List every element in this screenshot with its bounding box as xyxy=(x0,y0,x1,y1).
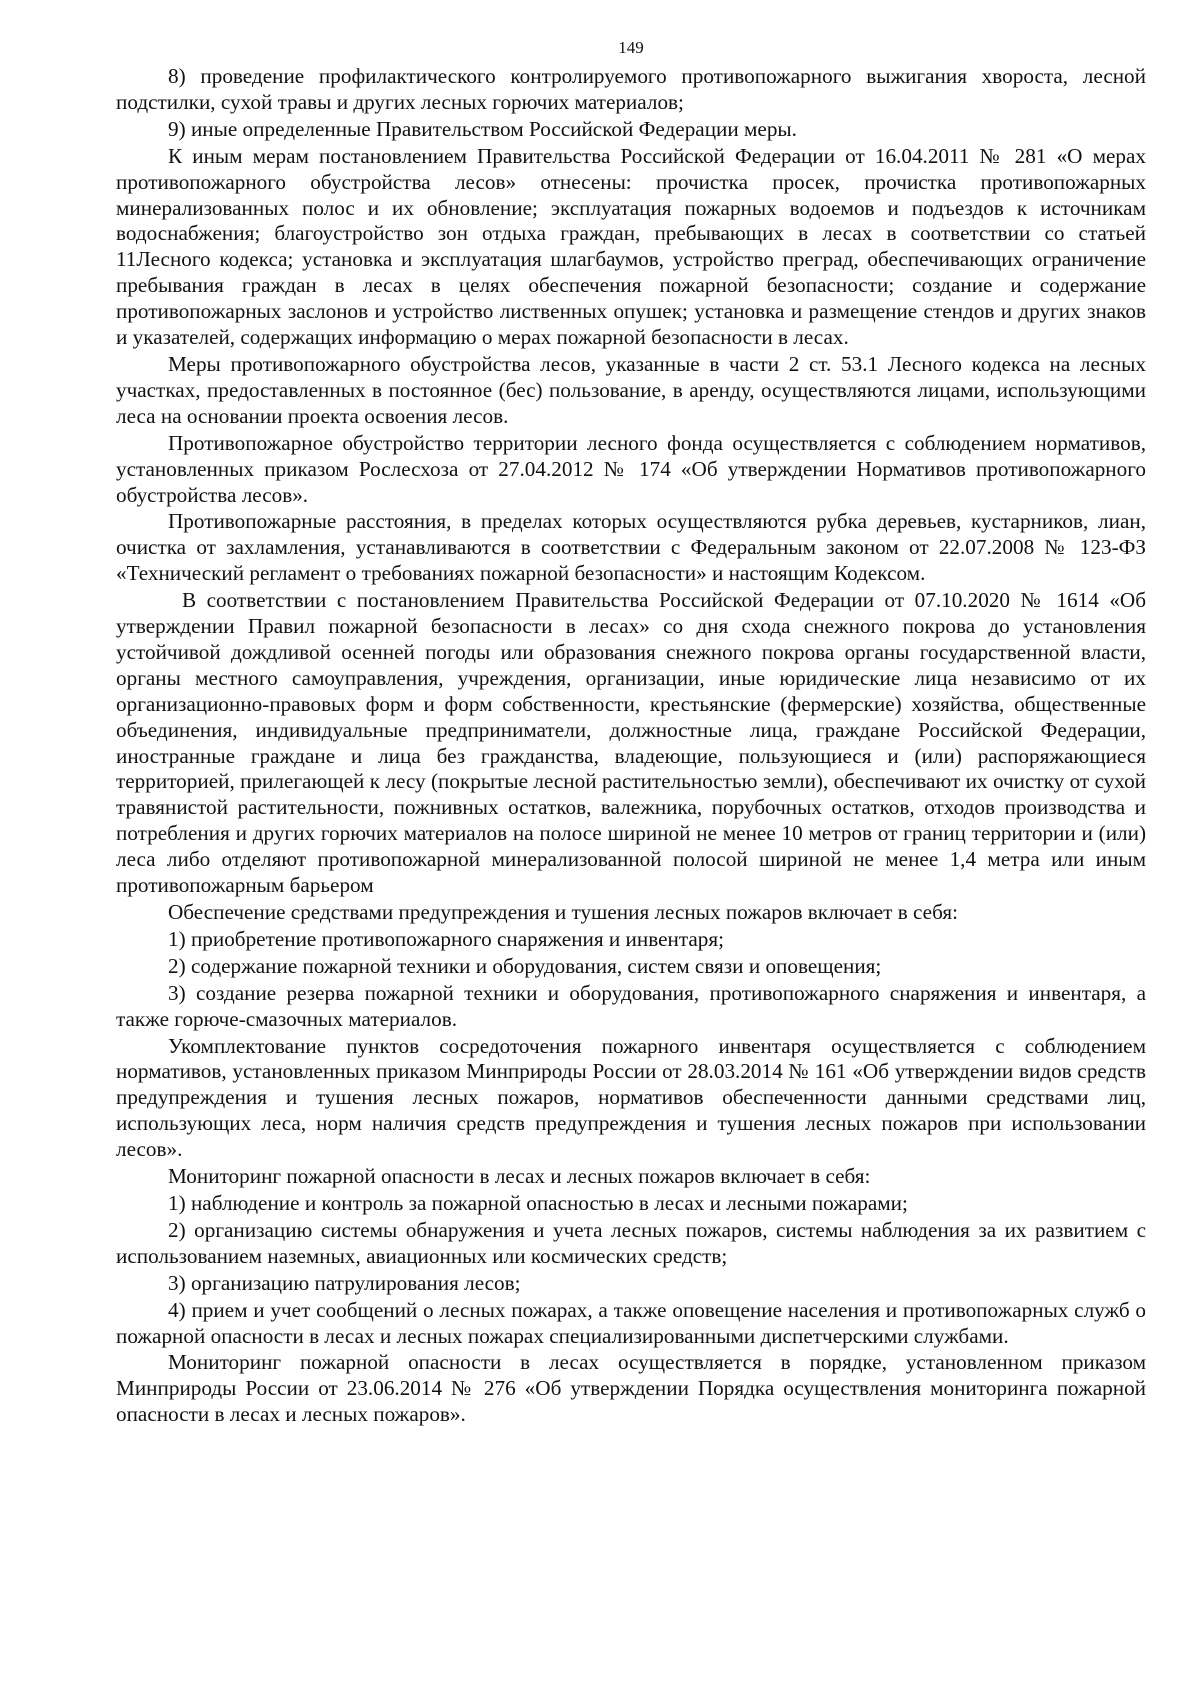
paragraph-list-item-8: 8) проведение профилактического контролируемого противопожарного выжигания хвороста, лесной подстилки, сухой травы и других лесных горючих материалов; xyxy=(116,64,1146,114)
paragraph-prevention-item-3: 3) создание резерва пожарной техники и оборудования, противопожарного снаряжения и инвентаря, а также горюче-смазочных материалов. xyxy=(116,980,1146,1031)
paragraph-list-item-9: 9) иные определенные Правительством Российской Федерации меры. xyxy=(168,116,797,141)
paragraph-monitoring-item-4: 4) прием и учет сообщений о лесных пожарах, а также оповещение населения и противопожарных служб о пожарной опасности в лесах и лесных пожарах специализированными диспетчерскими службами. xyxy=(116,1297,1146,1348)
paragraph-fire-arrangement-norms: Противопожарное обустройство территории лесного фонда осуществляется с соблюдением нормативов, установленных приказом Рослесхоза от 27.04.2012 № 174 «Об утверждении Нормативов противопожарного обустройства лесов». xyxy=(116,430,1146,507)
paragraph-monitoring-item-3: 3) организацию патрулирования лесов; xyxy=(168,1270,521,1295)
paragraph-fire-safety-rules: В соответствии с постановлением Правительства Российской Федерации от 07.10.2020 № 1614 «Об утверждении Правил пожарной безопасности в лесах» со дня схода снежного покрова до установления устойчивой дождливой осенней погоды или образования снежного покрова органы государственной власти, органы местного самоуправления, учреждения, организации, иные юридические лица независимо от их организационно-правовых форм и форм собственности, крестьянские (фермерские) хозяйства, общественные объединения, индивидуальные предприниматели, должностные лица, граждане Российской Федерации, иностранные граждане и лица без гражданства, владеющие, пользующиеся и (или) распоряжающиеся территорией, прилегающей к лесу (покрытые лесной растительностью земли), обеспечивают их очистку от сухой травянистой растительности, пожнивных остатков, валежника, порубочных остатков, отходов производства и потребления и других горючих материалов на полосе шириной не менее 10 метров от границ территории и (или) леса либо отделяют противопожарной минерализованной полосой шириной не менее 1,4 метра или иным противопожарным барьером xyxy=(116,588,1146,898)
paragraph-monitoring-item-1: 1) наблюдение и контроль за пожарной опасностью в лесах и лесными пожарами; xyxy=(168,1190,908,1215)
paragraph-monitoring-item-2: 2) организацию системы обнаружения и учета лесных пожаров, системы наблюдения за их развитием с использованием наземных, авиационных или космических средств; xyxy=(116,1217,1146,1268)
paragraph-prevention-item-2: 2) содержание пожарной техники и оборудования, систем связи и оповещения; xyxy=(168,953,882,978)
paragraph-monitoring-intro: Мониторинг пожарной опасности в лесах и лесных пожаров включает в себя: xyxy=(168,1164,871,1189)
document-page xyxy=(116,38,1146,1429)
page-number: 149 xyxy=(618,38,644,57)
paragraph-monitoring-procedure: Мониторинг пожарной опасности в лесах осуществляется в порядке, установленном приказом Минприроды России от 23.06.2014 № 276 «Об утверждении Порядка осуществления мониторинга пожарной опасности в лесах и лесных пожаров». xyxy=(116,1350,1146,1427)
paragraph-other-measures: К иным мерам постановлением Правительства Российской Федерации от 16.04.2011 № 281 «О мерах противопожарного обустройства лесов» отнесены: прочистка просек, прочистка противопожарных минерализованных полос и их обновление; эксплуатация пожарных водоемов и подъездов к источникам водоснабжения; благоустройство зон отдыха граждан, пребывающих в лесах в соответствии со статьей 11Лесного кодекса; установка и эксплуатация шлагбаумов, устройство преград, обеспечивающих ограничение пребывания граждан в лесах в целях обеспечения пожарной безопасности; создание и содержание противопожарных заслонов и устройство лиственных опушек; установка и размещение стендов и других знаков и указателей, содержащих информацию о мерах пожарной безопасности в лесах. xyxy=(116,143,1146,350)
paragraph-fire-distances: Противопожарные расстояния, в пределах которых осуществляются рубка деревьев, кустарников, лиан, очистка от захламления, устанавливаются в соответствии с Федеральным законом от 22.07.2008 № 123-ФЗ «Технический регламент о требованиях пожарной безопасности» и настоящим Кодексом. xyxy=(116,509,1146,586)
paragraph-fire-arrangement-measures: Меры противопожарного обустройства лесов, указанные в части 2 ст. 53.1 Лесного кодекса на лесных участках, предоставленных в постоянное (бес) пользование, в аренду, осуществляются лицами, использующими леса на основании проекта освоения лесов. xyxy=(116,351,1146,428)
paragraph-prevention-item-1: 1) приобретение противопожарного снаряжения и инвентаря; xyxy=(168,926,725,951)
paragraph-prevention-means-intro: Обеспечение средствами предупреждения и тушения лесных пожаров включает в себя: xyxy=(168,900,958,924)
paragraph-equipment-staffing: Укомплектование пунктов сосредоточения пожарного инвентаря осуществляется с соблюдением нормативов, установленных приказом Минприроды России от 28.03.2014 № 161 «Об утверждении видов средств предупреждения и тушения лесных пожаров, нормативов обеспеченности данными средствами лиц, использующих леса, норм наличия средств предупреждения и тушения лесных пожаров при использовании лесов». xyxy=(116,1033,1146,1162)
